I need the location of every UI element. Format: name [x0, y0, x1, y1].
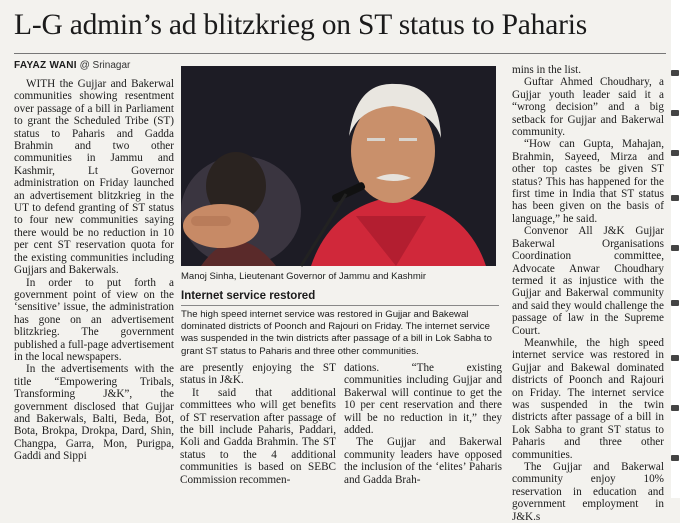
sidebar-title: Internet service restored [181, 290, 499, 306]
edge-glyph [671, 195, 679, 201]
article-column-4 [512, 64, 664, 523]
edge-glyph [671, 355, 679, 361]
edge-glyph [671, 245, 679, 251]
lg-portrait-illustration [181, 66, 496, 266]
edge-glyph [671, 300, 679, 306]
photo-caption: Manoj Sinha, Lieutenant Governor of Jammu and Kashmir [181, 271, 427, 282]
byline-author: FAYAZ WANI [14, 60, 77, 71]
paragraph: In order to put forth a government point of view on the ‘sensitive’ issue, the administration has gone on an advertisement blitzkrieg. The government published a full-page advertisement in the local newspapers. [14, 276, 174, 363]
paragraph: Convenor All J&K Gujjar Bakerwal Organisations Coordination committee, Advocate Anwar Choudhary termed it as injustice with the Gujjar and Bakerwal community and said they would challenge the passage of law in the Supreme Court. [512, 225, 664, 337]
paragraph: Guftar Ahmed Choudhary, a Gujjar youth leader said it a “wrong decision” and a big setback for Gujjar and Bakerwal community. [512, 76, 664, 139]
paragraph: In the advertisements with the title “Empowering Tribals, Transforming J&K”, the government disclosed that Gujjar and Bakerwals, Balti, Beda, Bot, Bota, Brokpa, Drokpa, Dard, Shin, Changpa, Garra, Mon, Purigpa, Gaddi and Sippi [14, 363, 174, 463]
edge-glyph [671, 110, 679, 116]
sidebar-body: The high speed internet service was restored in Gujjar and Bakewal dominated districts of Poonch and Rajouri on Friday. The internet service was suspended in the twin districts after passage of a bill in Lok Sabha to grant ST status to Paharis and three other communities. [181, 309, 492, 357]
edge-glyph [671, 70, 679, 76]
byline-location: @ Srinagar [79, 60, 131, 71]
paragraph: mins in the list. [512, 64, 581, 76]
paragraph: Meanwhile, the high speed internet service was restored in Gujjar and Bakewal dominated districts of Poonch and Rajouri on Friday. The internet service was suspended in the twin districts after passage of a bill in Lok Sabha to grant ST status to Paharis and three other communities. [512, 336, 664, 461]
paragraph: The Gujjar and Bakerwal community leaders have opposed the inclusion of the ‘elites’ Paharis and Gadda Brah- [344, 436, 502, 486]
paragraph: The Gujjar and Bakerwal community enjoy 10% reservation in education and government employment in J&K.s [512, 461, 664, 523]
edge-glyph [671, 455, 679, 461]
adjacent-page-edge [671, 0, 680, 498]
article-column-1 [14, 78, 174, 498]
paragraph: “How can Gupta, Mahajan, Brahmin, Sayeed, Mirza and other top castes be given ST status? This has happened for the first time in India that ST status has been given on the basis of language,” he said. [512, 138, 664, 225]
byline [14, 60, 130, 71]
edge-glyph [671, 150, 679, 156]
paragraph: are presently enjoying the ST status in J&K. [180, 362, 336, 387]
paragraph: It said that additional committees who will get benefits of ST reservation after passage of the bill include Paharis, Paddari, Koli and Gadda Brahmin. The ST status to the 4 additional communities is based on SEBC Commission recommen- [180, 386, 336, 486]
paragraph: dations. “The existing communities including Gujjar and Bakerwal will continue to get the 10 per cent reservation and there will be no reduction in it,” they added. [344, 362, 502, 437]
edge-glyph [671, 405, 679, 411]
article-column-2 [180, 362, 336, 498]
article-column-3 [344, 362, 502, 498]
news-photo [181, 66, 496, 266]
paragraph: WITH the Gujjar and Bakerwal communities showing resentment over passage of a bill in Parliament to grant the Scheduled Tribe (ST) status to Paharis and Gadda Brahmin and two other communities in Jammu and Kashmir, Lt Governor administration on Friday launched an advertisement blitzkrieg in the UT to defend granting of ST status to four new communities saying there would be no reduction in 10 per cent ST reservation quota for the existing communities including Gujjars and Bakerwals. [14, 78, 174, 277]
headline-rule [14, 53, 666, 54]
headline: L-G admin’s ad blitzkrieg on ST status to Paharis [14, 9, 588, 41]
